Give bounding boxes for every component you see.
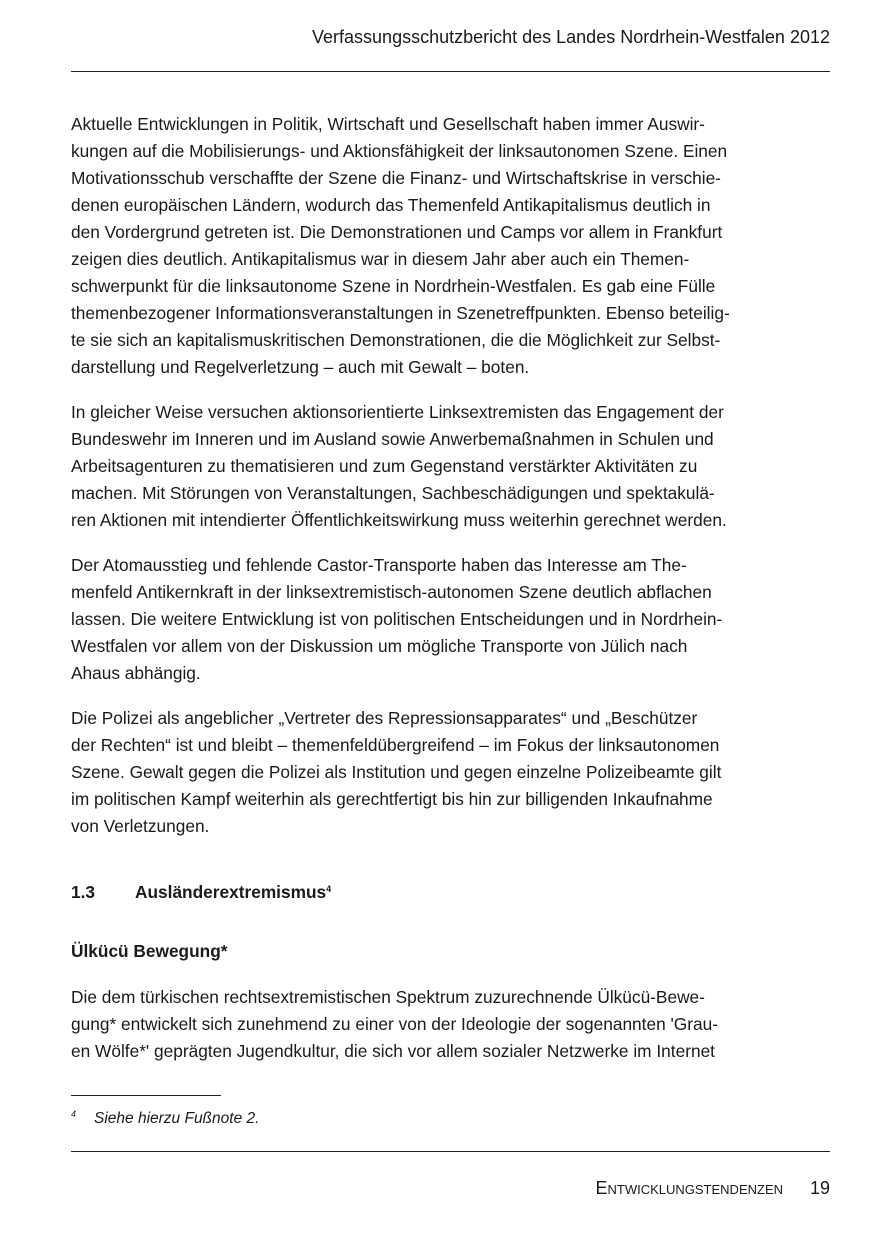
text-line: Ahaus abhängig.: [71, 663, 201, 683]
page-number: 19: [809, 1178, 830, 1198]
text-line: Bundeswehr im Inneren und im Ausland sowie Anwerbemaßnahmen in Schulen und: [71, 429, 714, 449]
footer-divider: [71, 1151, 830, 1152]
text-line: den Vordergrund getreten ist. Die Demonstrationen und Camps vor allem in Frankfurt: [71, 222, 723, 242]
paragraph: [71, 552, 791, 687]
text-line: im politischen Kampf weiterhin als gerechtfertigt bis hin zur billigenden Inkaufnahme: [71, 789, 713, 809]
text-line: von Verletzungen.: [71, 816, 210, 836]
text-line: machen. Mit Störungen von Veranstaltungen, Sachbeschädigungen und spektakulä-: [71, 483, 715, 503]
text-line: en Wölfe*' geprägten Jugendkultur, die sich vor allem sozialer Netzwerke im Internet: [71, 1041, 715, 1061]
paragraph: [71, 111, 791, 381]
text-line: Arbeitsagenturen zu thematisieren und zum Gegenstand verstärkter Aktivitäten zu: [71, 456, 698, 476]
text-line: themenbezogener Informationsveranstaltungen in Szenetreffpunkten. Ebenso beteilig-: [71, 303, 730, 323]
text-line: der Rechten“ ist und bleibt – themenfeldübergreifend – im Fokus der linksautonomen: [71, 735, 720, 755]
text-line: gung* entwickelt sich zunehmend zu einer von der Ideologie der sogenannten 'Grau-: [71, 1014, 718, 1034]
text-line: Der Atomausstieg und fehlende Castor-Transporte haben das Interesse am The-: [71, 555, 687, 575]
text-line: schwerpunkt für die linksautonome Szene in Nordrhein-Westfalen. Es gab eine Fülle: [71, 276, 716, 296]
text-line: darstellung und Regelverletzung – auch mit Gewalt – boten.: [71, 357, 530, 377]
text-line: In gleicher Weise versuchen aktionsorientierte Linksextremisten das Engagement der: [71, 402, 724, 422]
text-line: Motivationsschub verschaffte der Szene die Finanz- und Wirtschaftskrise in verschie-: [71, 168, 721, 188]
text-line: denen europäischen Ländern, wodurch das Themenfeld Antikapitalismus deutlich in: [71, 195, 711, 215]
footnote-reference[interactable]: 4: [326, 884, 332, 894]
text-line: Die dem türkischen rechtsextremistischen Spektrum zuzurechnende Ülkücü-Bewe-: [71, 987, 705, 1007]
section-number: 1.3: [71, 882, 96, 902]
footnote-mark: 4: [71, 1109, 77, 1119]
text-line: Die Polizei als angeblicher „Vertreter des Repressionsapparates“ und „Beschützer: [71, 708, 698, 728]
text-line: Aktuelle Entwicklungen in Politik, Wirtschaft und Gesellschaft haben immer Auswir-: [71, 114, 705, 134]
text-line: menfeld Antikernkraft in der linksextremistisch-autonomen Szene deutlich abflachen: [71, 582, 712, 602]
subsection-heading: Ülkücü Bewegung*: [71, 941, 228, 961]
paragraph: [71, 399, 791, 534]
running-header: Verfassungsschutzbericht des Landes Nordrhein-Westfalen 2012: [312, 27, 830, 47]
text-line: Westfalen vor allem von der Diskussion um mögliche Transporte von Jülich nach: [71, 636, 688, 656]
section-heading: [71, 877, 331, 904]
text-line: Szene. Gewalt gegen die Polizei als Institution und gegen einzelne Polizeibeamte gilt: [71, 762, 722, 782]
text-line: kungen auf die Mobilisierungs- und Aktionsfähigkeit der linksautonomen Szene. Einen: [71, 141, 728, 161]
footnote-divider: [71, 1095, 221, 1096]
header-divider: [71, 71, 830, 72]
text-line: te sie sich an kapitalismuskritischen Demonstrationen, die die Möglichkeit zur Selbst-: [71, 330, 721, 350]
footer-section-label: Entwicklungstendenzen: [595, 1178, 783, 1198]
paragraph: [71, 984, 791, 1065]
text-line: ren Aktionen mit intendierter Öffentlichkeitswirkung muss weiterhin gerechnet werden.: [71, 510, 727, 530]
text-line: zeigen dies deutlich. Antikapitalismus war in diesem Jahr aber auch ein Themen-: [71, 249, 690, 269]
text-line: lassen. Die weitere Entwicklung ist von politischen Entscheidungen und in Nordrhein-: [71, 609, 723, 629]
footnote: [71, 1104, 259, 1129]
footnote-text: Siehe hierzu Fußnote 2.: [94, 1110, 260, 1127]
section-title: Ausländerextremismus: [135, 882, 327, 902]
paragraph: [71, 705, 791, 840]
